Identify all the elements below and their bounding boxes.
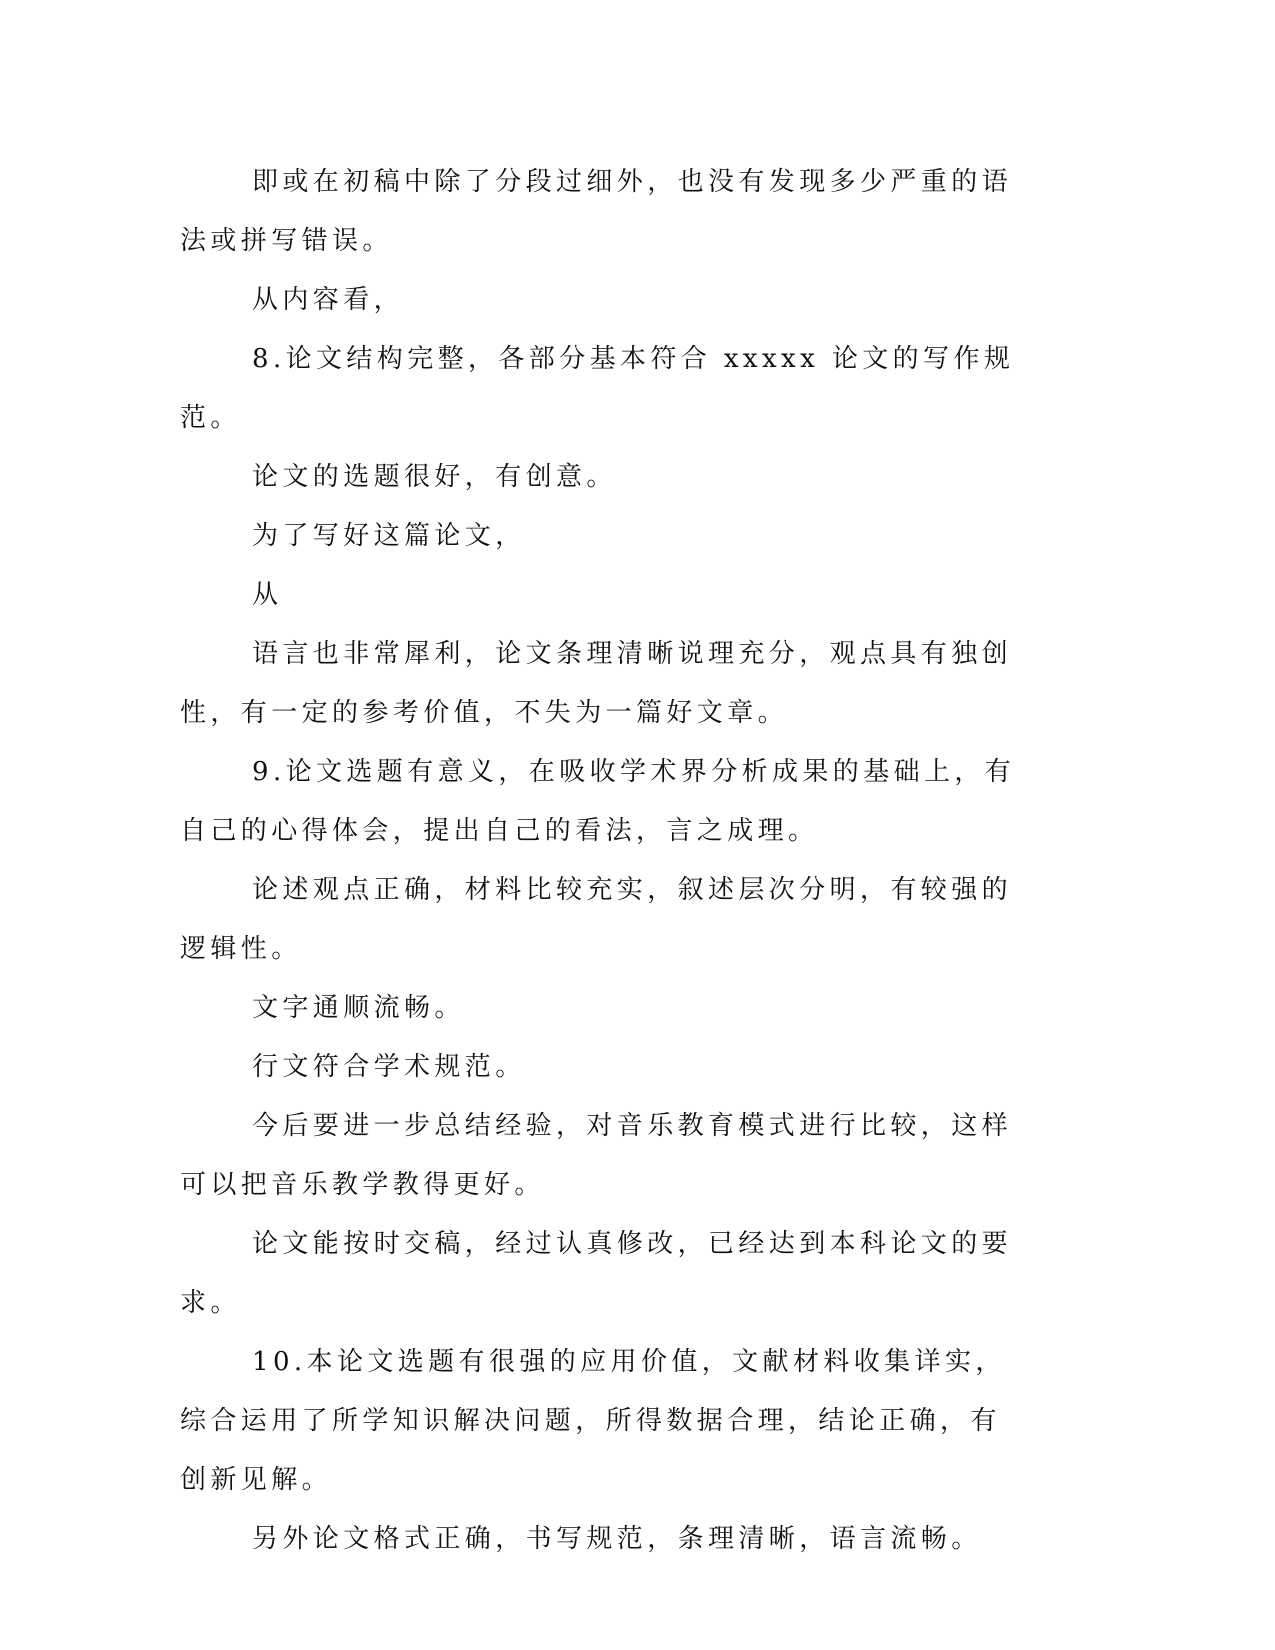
paragraph-9: 论述观点正确，材料比较充实，叙述层次分明，有较强的逻辑性。	[180, 875, 1013, 964]
paragraph-7: 语言也非常犀利，论文条理清晰说理充分，观点具有独创性，有一定的参考价值，不失为一篇好文章。	[180, 639, 1013, 728]
paragraph-5: 为了写好这篇论文，	[252, 521, 526, 551]
paragraph-11: 行文符合学术规范。	[252, 1052, 526, 1082]
paragraph-15: 另外论文格式正确，书写规范，条理清晰，语言流畅。	[252, 1524, 982, 1554]
paragraph-6: 从	[252, 580, 283, 610]
paragraph-4: 论文的选题很好，有创意。	[252, 462, 617, 492]
paragraph-12: 今后要进一步总结经验，对音乐教育模式进行比较，这样可以把音乐教学教得更好。	[180, 1111, 1013, 1200]
paragraph-13: 论文能按时交稿，经过认真修改，已经达到本科论文的要求。	[180, 1229, 1013, 1318]
paragraph-2: 从内容看，	[252, 285, 405, 315]
document-body	[180, 153, 1030, 1569]
paragraph-8: 9.论文选题有意义，在吸收学术界分析成果的基础上，有自己的心得体会，提出自己的看法，言之成理。	[180, 757, 1016, 846]
paragraph-10: 文字通顺流畅。	[252, 993, 465, 1023]
paragraph-14: 10.本论文选题有很强的应用价值，文献材料收集详实，综合运用了所学知识解决问题，所得数据合理，结论正确，有创新见解。	[180, 1347, 1006, 1495]
paragraph-3: 8.论文结构完整，各部分基本符合 xxxxx 论文的写作规范。	[180, 344, 1015, 433]
paragraph-1: 即或在初稿中除了分段过细外，也没有发现多少严重的语法或拼写错误。	[180, 167, 1013, 256]
